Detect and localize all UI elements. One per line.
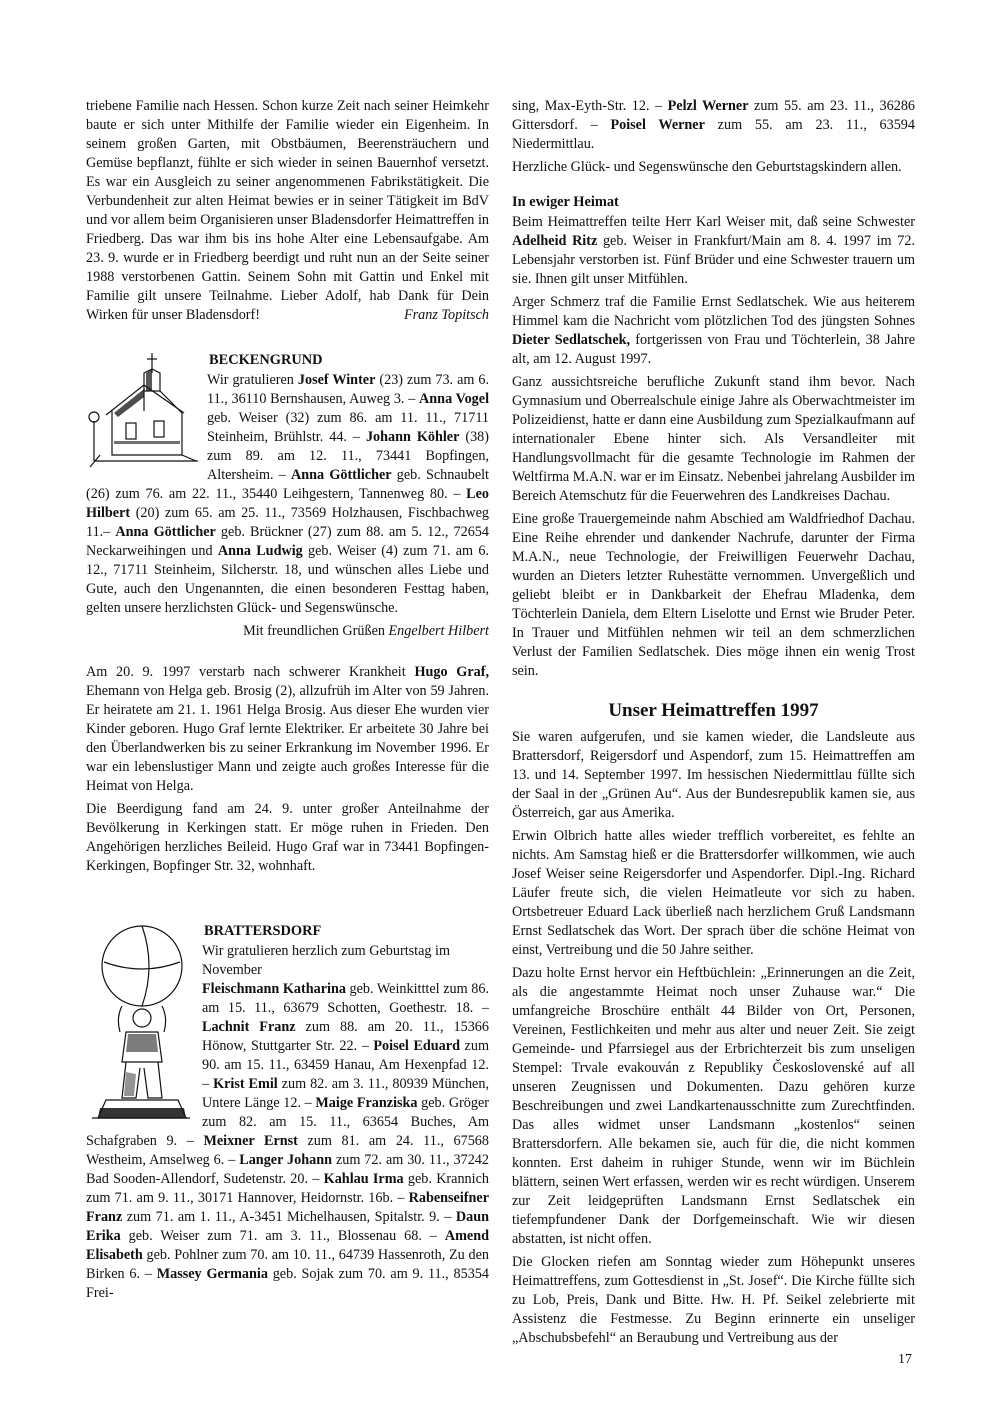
person-name: Rabenseifner Franz [86,1190,489,1225]
text-run: geb. Weiser in Frankfurt/Main am 8. 4. 1997 im 72. Lebensjahr verstorben ist. Fünf Brüder und eine Schwester trauern um sie. Ihnen gilt unser Mitfühlen. [512,233,915,287]
text-run: geb. Weiser zum 71. am 3. 11., Blossenau 68. – [120,1228,445,1244]
church-sketch-icon [86,351,201,469]
text-run: geb. Schnaubelt (26) zum 76. am 22. 11., 35440 Leihgestern, Tannenweg 80. – [86,467,489,502]
brattersdorf-section [86,922,489,1303]
treffen-paragraph-2: Erwin Olbrich hatte alles wieder trefflich vorbereitet, es fehlte an nichts. Am Samstag hieß er die Brattersdorfer willkommen, wie auch Josef Weiser seine Reigersdorfer und Aspendorfer. Dipl.-Ing. Richard Läufer freute sich, die vielen Heimatleute vor sich zu haben. Ortsbetreuer Eduard Lack überließ nach herzlichem Gruß Landsmann Ernst Sedlatschek das Wort. Der sprach über die schöne Heimat von einst, Vertreibung und die 50 Jahre seither. [512,828,915,958]
person-name: Anna Göttlicher [115,524,216,540]
heimat-paragraph-2 [512,293,915,369]
person-name: Anna Vogel [419,391,490,407]
birthday-wishes: Herzliche Glück- und Segenswünsche den Geburtstagskindern allen. [512,159,902,175]
person-name: Johann Köhler [365,429,460,445]
text-run: fortgerissen von Frau und Töchterlein, 38 Jahre alt, am 12. August 1997. [512,332,916,367]
text-run: Arger Schmerz traf die Familie Ernst Sedlatschek. Wie aus heiterem Himmel kam die Nachricht vom plötzlichen Tod des jüngsten Sohnes [512,294,915,329]
beckengrund-title: BECKENGRUND [209,352,323,368]
person-name: Meixner Ernst [203,1133,298,1149]
text-run: geb. Gröger zum 82. am 15. 11., 63654 Buches, Am Schafgraben 9. – [86,1095,489,1149]
graf-paragraph-2: Die Beerdigung fand am 24. 9. unter großer Anteilnahme der Bevölkerung in Kerkingen statt. Er möge ruhen in Frieden. Den Angehörigen herzliches Beileid. Hugo Graf war in 73441 Bopfingen-Kerkingen, Bopfinger Str. 32, wohnhaft. [86,801,489,874]
intro-text: triebene Familie nach Hessen. Schon kurze Zeit nach seiner Heimkehr baute er sich unter Mithilfe der Familie wieder ein Eigenheim. In seinem großen Garten, mit Obstbäumen, Beerensträuchern und Gemüse bepflanzt, fühlte er sich wieder in seinen Bauernhof versetzt. Es war ein Ausgleich zu seiner angenommenen Fabrikstätigkeit. Die Verbundenheit zur alten Heimat bewies er in seiner Tätigkeit im BdV und vor allem beim Organisieren unser Bladensdorfer Heimattreffen in Friedberg. Das war ihm bis ins hohe Alter eine Lebensaufgabe. Am 23. 9. wurde er in Friedberg beerdigt und ruht nun an der Seite seiner 1988 verstorbenen Gattin. Seinem Sohn mit Gattin und Enkel mit Familie gilt unsere Teilnahme. Lieber Adolf, hab Dank für Dein Wirken für unser Bladensdorf! [86,98,489,323]
page-number: 17 [898,1352,912,1367]
person-name: Fleischmann Katharina [202,981,346,997]
text-run: Ehemann von Helga geb. Brosig (2), allzufrüh im Alter von 59 Jahren. Er heiratete am 21. 1. 1961 Helga Brosig. Aus dieser Ehe wurden vier Kinder geboren. Hugo Graf lernte Elektriker. Er arbeitete 30 Jahre bei den Überlandwerken bis zu seiner Erkrankung im November 1996. Er war ein lebenslustiger Mann und zeigte auch großes Interesse für die Heimat von Helga. [86,683,489,794]
person-name: Maige Franziska [315,1095,418,1111]
closing-name: Engelbert Hilbert [388,623,489,639]
left-column [86,97,489,1307]
person-name: Anna Ludwig [217,543,303,559]
person-name: Dieter Sedlatschek, [512,332,631,348]
text-run: zum 72. am 30. 11., 37242 Bad Sooden-Allendorf, Sudetenstr. 20. – [86,1152,489,1187]
person-name: Leo Hilbert [86,486,489,521]
person-name: Krist Emil [213,1076,278,1092]
text-run: (20) zum 65. am 25. 11., 73569 Holzhausen, Fischbachweg 11.– [86,505,489,540]
person-name: Adelheid Ritz [512,233,598,249]
text-run: zum 90. am 15. 11., 63459 Hanau, Am Hexenpfad 12. – [202,1038,489,1092]
text-run: sing, Max-Eyth-Str. 12. – [512,98,668,114]
person-name: Pelzl Werner [667,98,749,114]
text-run: Am 20. 9. 1997 verstarb nach schwerer Krankheit [86,664,415,680]
graf-paragraph-1 [86,663,489,796]
person-name: Anna Göttlicher [291,467,392,483]
person-name: Amend Elisabeth [86,1228,489,1263]
text-run: geb. Weiser (32) zum 86. am 11. 11., 71711 Steinheim, Brühlstr. 44. – [207,410,489,445]
intro-paragraph [86,97,489,325]
person-name: Lachnit Franz [202,1019,296,1035]
text-run: zum 81. am 24. 11., 67568 Westheim, Amselweg 6. – [86,1133,489,1168]
text-run: zum 88. am 20. 11., 15366 Hönow, Stuttgarter Str. 22. – [202,1019,489,1054]
graf-obituary [86,663,489,876]
text-run: geb. Weiser (4) zum 71. am 6. 12., 71711 Steinheim, Silcherstr. 18, und wünschen alles Liebe und Gute, auch den Ungenannten, die einen besonderen Festtag haben, gelten unsere herzlichsten Glück- und Segenswünsche. [86,543,489,616]
text-run: geb. Sojak zum 70. am 9. 11., 85354 Frei- [86,1266,489,1301]
text-run: zum 55. am 23. 11., 36286 Gittersdorf. – [512,98,916,133]
person-name: Josef Winter [297,372,376,388]
atlas-statue-icon [86,922,196,1128]
treffen-paragraph-3: Dazu holte Ernst hervor ein Heftbüchlein: „Erinnerungen an die Zeit, als die angestammte Heimat noch unser Zuhause war.“ Die umfangreiche Broschüre enthält 44 Bilder von Ort, Personen, Vereinen, Festlichkeiten und mehr aus alter und neuer Zeit. Sie zeigt Gemeinde- und Pfarrsiegel aus der Erbrichterzeit bis zum unseligen Stempel: Trvale evakouván z Republiky Československé auf all unseren Zeugnissen und Dokumenten. Dazu gehören kurze Beschreibungen und zwei Landkartenausschnitte zum Zurechtfinden. Das alles widmet unser Landsmann „kostenlos“ seinen Brattersdorfern. Alle bekamen sie, auch für die, die nicht kommen konnten. Erst daheim in ruhiger Stunde, wenn wir im Büchlein blättern, seinen Wert erfassen, werden wir es recht würdigen. Unserem zur Zeit leidgeprüften Landsmann Ernst Sedlatschek ein tiefempfundener Dank der Dorfgemeinschaft. Wie wir diesen abstatten, ist nicht offen. [512,965,915,1247]
text-run: geb. Pohlner zum 70. am 10. 11., 64739 Hassenroth, Zu den Birken 6. – [86,1247,489,1282]
text-run: geb. Weinkitttel zum 86. am 15. 11., 63679 Schotten, Goethestr. 18. – [202,981,489,1016]
brattersdorf-intro: Wir gratulieren herzlich zum Geburtstag im November [202,943,451,978]
text-run: zum 82. am 3. 11., 80939 München, Untere Länge 12. – [202,1076,489,1111]
text-run: Wir gratulieren [207,372,298,388]
text-run: (38) zum 89. am 12. 11., 73441 Bopfingen, Altersheim. – [207,429,489,483]
person-name: Massey Germania [156,1266,268,1282]
heimat-paragraph-3: Ganz aussichtsreiche berufliche Zukunft stand ihm bevor. Nach Gymnasium und Oberrealschule einige Jahre als Oberwachtmeister im Polizeidienst, hatte er dann eine Ausbildung zum Spezialkaufmann auf internationaler Ebene hinter sich. Als Versandleiter mit Handlungsvollmacht für die gesamte Technologie im Rahmen der Weltfirma M.A.N. war er im Einsatz. Nebenbei jahrelang Ausbilder im Bereich Atemschutz für die Feuerwehren des Landkreises Dachau. [512,374,915,504]
treffen-paragraph-4: Die Glocken riefen am Sonntag wieder zum Höhepunkt unseres Heimattreffens, zum Gottesdienst in „St. Josef“. Die Kirche füllte sich zu Lob, Preis, Dank und Bitte. Hw. H. Pf. Seikel zelebrierte mit Assistenz die Festmesse. Zu Beginn erinnerte ein unseliger „Abschubsbefehl“ an Beraubung und Vertreibung aus der [512,1254,915,1346]
treffen-section [512,699,915,1348]
person-name: Langer Johann [239,1152,333,1168]
person-name: Poisel Eduard [373,1038,460,1054]
treffen-paragraph-1: Sie waren aufgerufen, und sie kamen wieder, die Landsleute aus Brattersdorf, Reigersdorf und Aspendorf, zum 15. Heimattreffen am 13. und 14. September 1997. Im hessischen Niedermittlau füllte sich der Saal in der „Grünen Au“. Aus der Bundesrepublik kamen sie, aus Österreich, gar aus Amerika. [512,729,915,821]
closing-prefix: Mit freundlichen Grüßen [243,623,389,639]
text-run: Beim Heimattreffen teilte Herr Karl Weiser mit, daß seine Schwester [512,214,915,230]
right-column [512,97,915,1352]
text-run: (23) zum 73. am 6. 11., 36110 Bernshausen, Auweg 3. – [207,372,490,407]
intro-signature: Franz Topitsch [403,307,489,323]
text-run: geb. Brückner (27) zum 88. am 5. 12., 72654 Neckarweihingen und [86,524,489,559]
person-name: Daun Erika [86,1209,489,1244]
heimat-paragraph-4: Eine große Trauergemeinde nahm Abschied am Waldfriedhof Dachau. Eine Reihe ehrender und dankender Nachrufe, darunter der Firma M.A.N., neue Technologie, der Freiwilligen Feuerwehr Dachau, wurden an Dieters letzter Ruhestätte vernommen. Unvergeßlich und geliebt bleibt er in Dankbarkeit der Ehefrau Mladenka, dem Töchterlein Daniela, dem Eltern Liselotte und Ernst wie Bruder Peter. In Trauer und Mitfühlen nehmen wir teil an dem schmerzlichen Verlust der Familien Sedlatschek. Dies möge ihnen ein wenig Trost sein. [512,511,915,679]
heimat-title: In ewiger Heimat [512,194,619,210]
brattersdorf-title: BRATTERSDORF [204,923,322,939]
person-name: Hugo Graf, [414,664,489,680]
text-run: zum 55. am 23. 11., 63594 Niedermittlau. [512,117,915,152]
heimat-paragraph-1 [512,213,915,289]
person-name: Poisel Werner [610,117,705,133]
beckengrund-section [86,351,489,641]
birthday-list-continued [512,97,915,154]
text-run: zum 71. am 1. 11., A-3451 Michelhausen, Spitalstr. 9. – [122,1209,456,1225]
text-run: geb. Krannich zum 71. am 9. 11., 30171 Hannover, Heidornstr. 16b. – [86,1171,489,1206]
beckengrund-closing [86,622,489,641]
heimat-section [512,193,915,681]
treffen-title: Unser Heimattreffen 1997 [608,700,819,721]
person-name: Kahlau Irma [323,1171,404,1187]
